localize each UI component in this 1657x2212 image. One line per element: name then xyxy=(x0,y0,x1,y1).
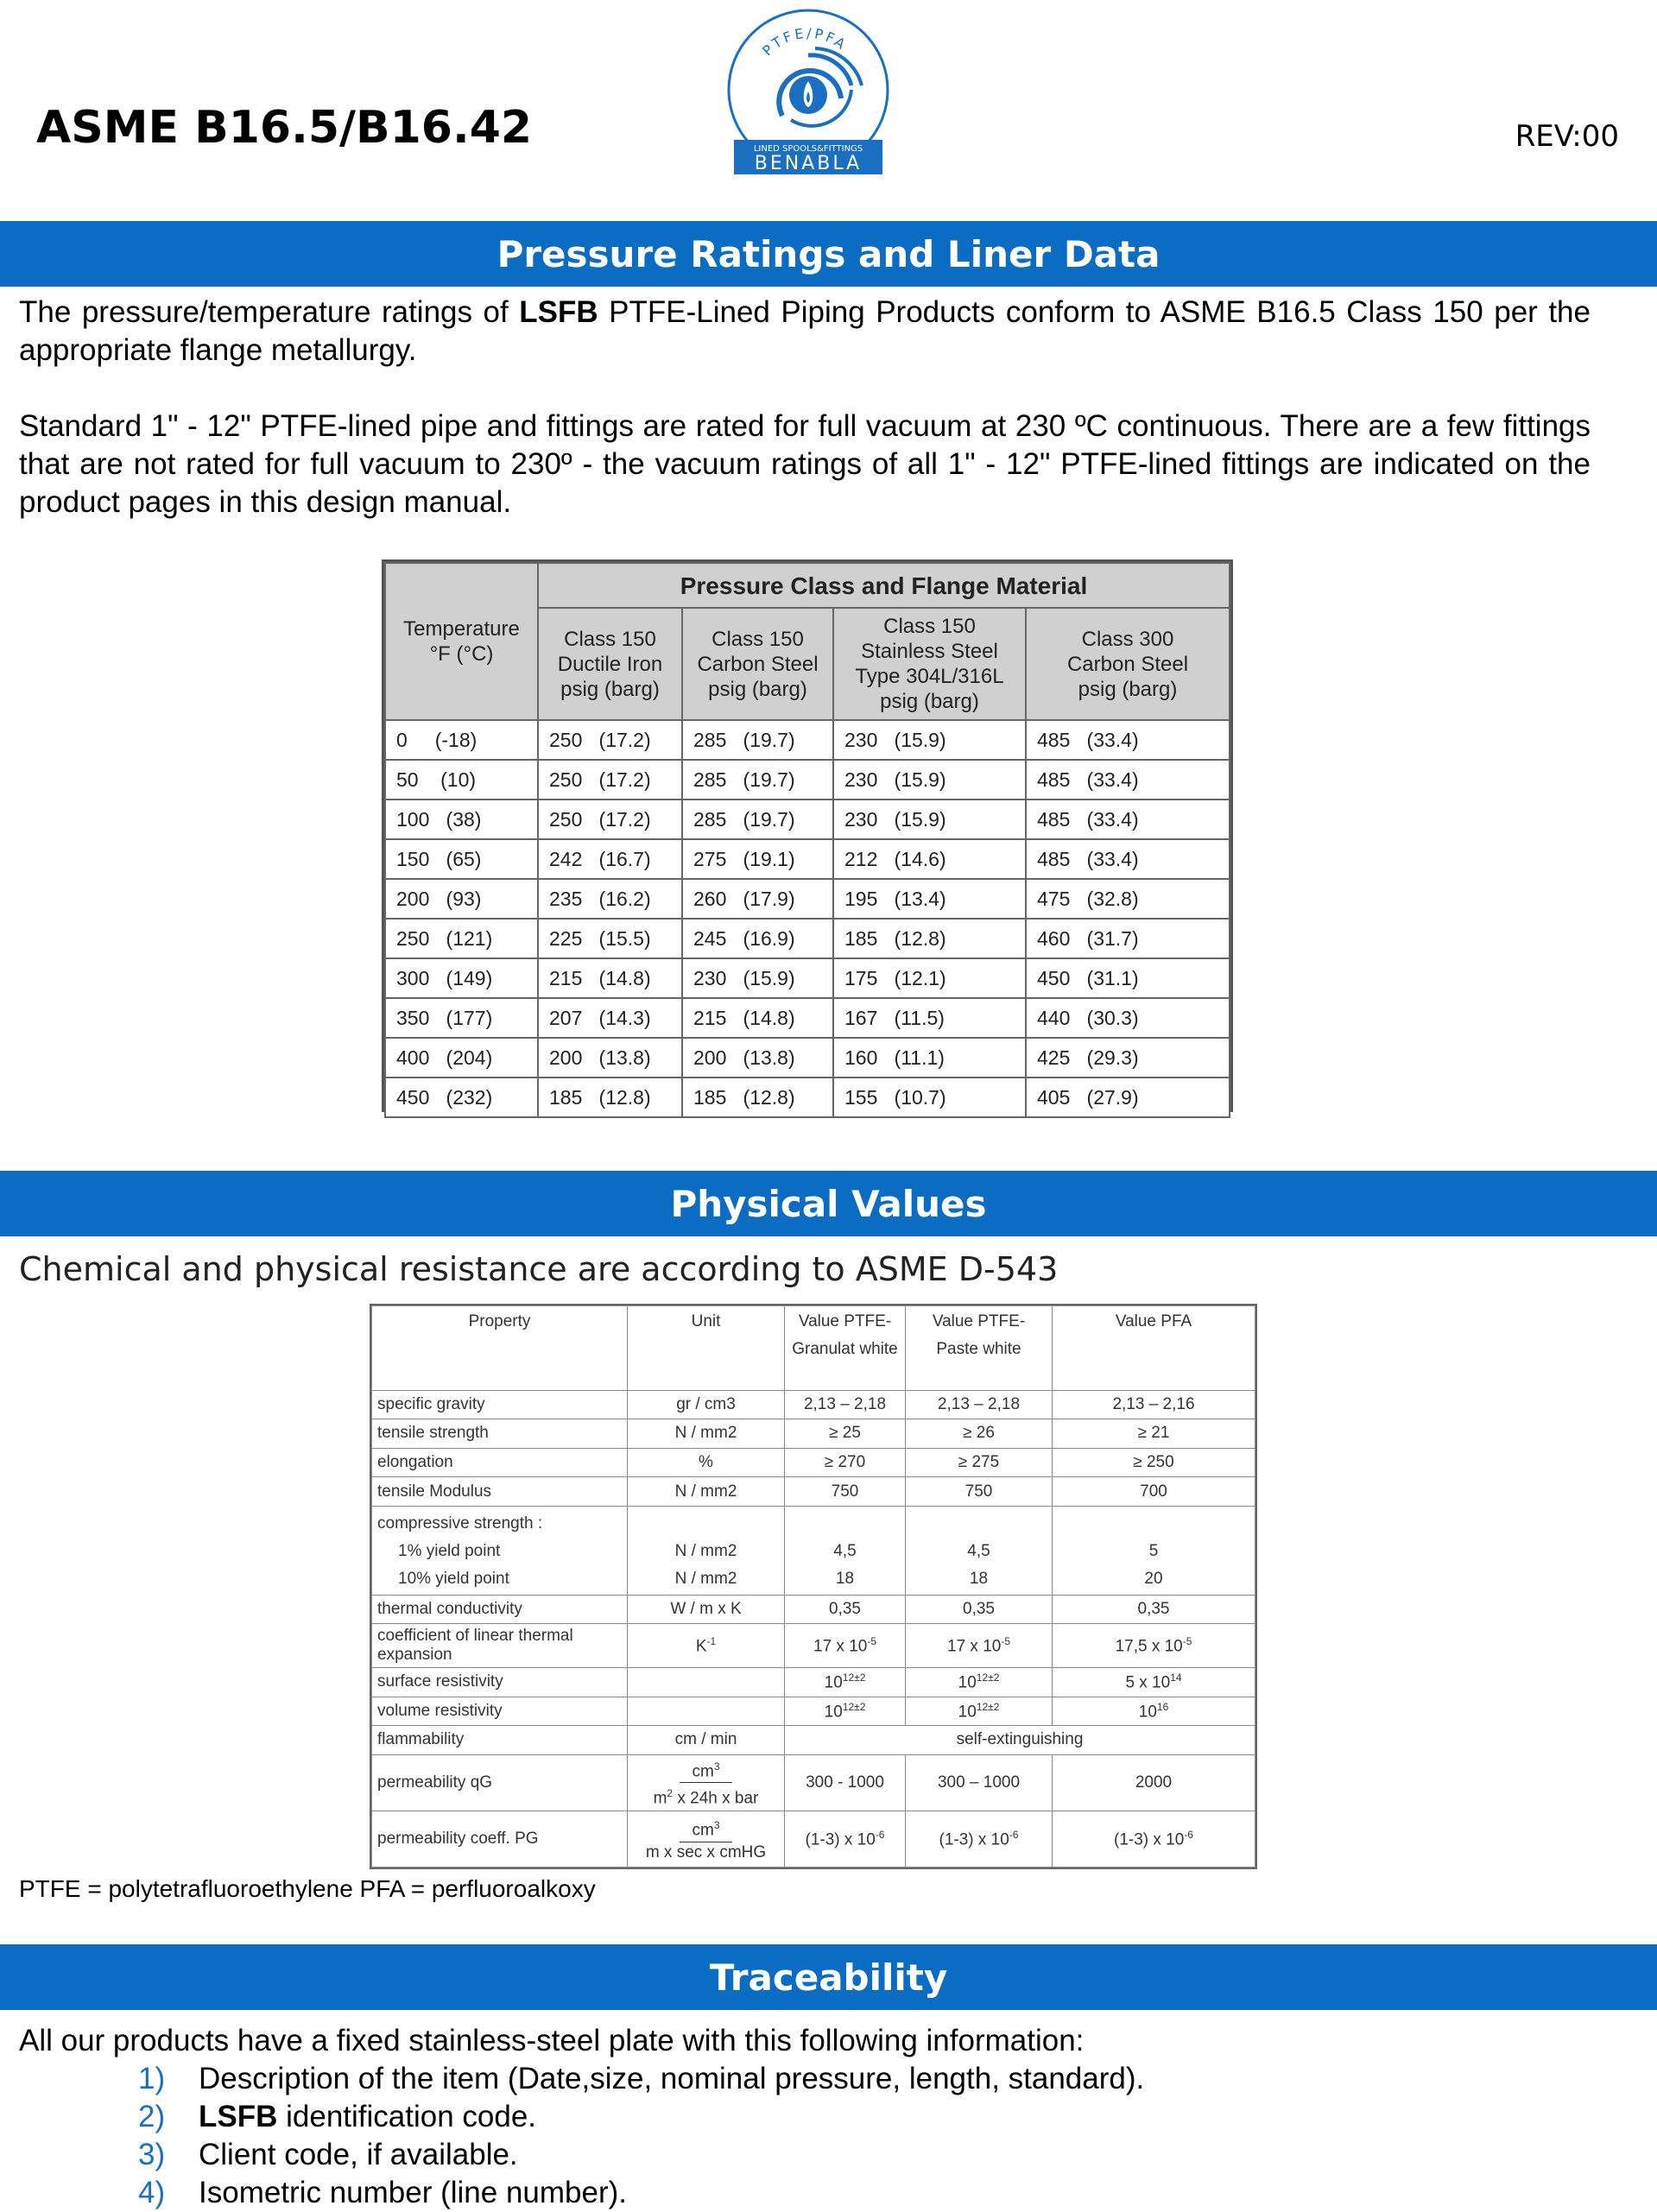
table-cell: 250 (17.2) xyxy=(538,760,682,799)
col-header: Class 150 Stainless Steel Type 304L/316L psig (barg) xyxy=(833,608,1026,720)
section-banner-traceability: Traceability xyxy=(0,1944,1657,2010)
table-cell: 260 (17.9) xyxy=(682,879,833,919)
table-cell: 485 (33.4) xyxy=(1026,839,1230,879)
table-cell: 425 (29.3) xyxy=(1026,1038,1230,1078)
intro-paragraph-2: Standard 1" - 12" PTFE-lined pipe and fittings are rated for full vacuum at 230 ºC continuous. There are a few fittings that are not rated for full vacuum to 230º - the vacuum ratings of all 1" - 12" PTFE-lined fittings are indicated on the product pages in this design manual. xyxy=(19,409,1591,519)
table-cell: 285 (19.7) xyxy=(682,720,833,760)
table-cell: 242 (16.7) xyxy=(538,839,682,879)
table-cell: 212 (14.6) xyxy=(833,839,1026,879)
col-header: Class 150 Carbon Steel psig (barg) xyxy=(682,608,833,720)
table-cell: 250 (17.2) xyxy=(538,799,682,839)
table-cell: 485 (33.4) xyxy=(1026,720,1230,760)
table-cell: 485 (33.4) xyxy=(1026,799,1230,839)
table-row: volume resistivity $10^{12\pm 2}$ $10^{12\pm 2}$ $10^{16}$ xyxy=(372,1697,1255,1726)
physical-values-table xyxy=(370,1304,1257,1869)
table-row xyxy=(385,879,1230,919)
brand-bold: LSFB xyxy=(519,295,598,329)
logo-ribbon-big: BENABLA xyxy=(754,153,863,174)
table-row xyxy=(385,1078,1230,1117)
phys-header: Value PFA xyxy=(1053,1306,1255,1391)
table-row xyxy=(385,760,1230,799)
table-cell: 185 (12.8) xyxy=(538,1078,682,1117)
list-item: 2) LSFB identification code. xyxy=(138,2100,537,2133)
temperature-header: Temperature °F (°C) xyxy=(385,563,538,720)
table-cell: 235 (16.2) xyxy=(538,879,682,919)
table-row xyxy=(385,998,1230,1038)
table-cell: 450 (232) xyxy=(385,1078,538,1117)
table-cell: 230 (15.9) xyxy=(833,760,1026,799)
section-banner-pressure: Pressure Ratings and Liner Data xyxy=(0,221,1657,287)
table-cell: 250 (121) xyxy=(385,919,538,958)
table-cell: 400 (204) xyxy=(385,1038,538,1078)
col-header: Class 300 Carbon Steel psig (barg) xyxy=(1026,608,1230,720)
table-cell: 350 (177) xyxy=(385,998,538,1038)
table-row: elongation % ≥ 270 ≥ 275 ≥ 250 xyxy=(372,1448,1255,1477)
table-cell: 300 (149) xyxy=(385,958,538,998)
table-row: tensile Modulus N / mm2 750 750 700 xyxy=(372,1477,1255,1507)
table-cell: 285 (19.7) xyxy=(682,760,833,799)
table-cell: 200 (13.8) xyxy=(538,1038,682,1078)
phys-header: Property xyxy=(372,1306,628,1391)
table-cell: 215 (14.8) xyxy=(682,998,833,1038)
list-item: 3) Client code, if available. xyxy=(138,2138,518,2171)
table-cell: 245 (16.9) xyxy=(682,919,833,958)
table-row xyxy=(385,839,1230,879)
table-cell: 275 (19.1) xyxy=(682,839,833,879)
pressure-main-header: Pressure Class and Flange Material xyxy=(538,563,1230,608)
table-row xyxy=(385,958,1230,998)
table-cell: 185 (12.8) xyxy=(682,1078,833,1117)
table-cell: 50 (10) xyxy=(385,760,538,799)
logo-arc-text: PTFE/PFA xyxy=(759,24,851,60)
table-row: permeability coeff. PG $\frac{cm^3}{\text{m x sec x cmHG}}$ (1-3) x $10^{-6}$ (1-3) x $10^{-6}$ (1-3) x $10^{-6}$ xyxy=(372,1811,1255,1867)
table-cell: 230 (15.9) xyxy=(682,958,833,998)
table-row: coefficient of linear thermal expansion $K^{-1}$ 17 x $10^{-5}$ 17 x $10^{-5}$ 17,5 x $10^{-5}$ xyxy=(372,1624,1255,1668)
table-row xyxy=(385,799,1230,839)
table-cell: 450 (31.1) xyxy=(1026,958,1230,998)
table-cell: 200 (13.8) xyxy=(682,1038,833,1078)
table-cell: 167 (11.5) xyxy=(833,998,1026,1038)
list-item: 1) Description of the item (Date,size, nominal pressure, length, standard). xyxy=(138,2062,1145,2095)
pressure-table xyxy=(382,559,1233,1112)
table-cell: 175 (12.1) xyxy=(833,958,1026,998)
table-cell: 475 (32.8) xyxy=(1026,879,1230,919)
list-item: 4) Isometric number (line number). xyxy=(138,2176,627,2209)
table-cell: 230 (15.9) xyxy=(833,720,1026,760)
section-banner-physical: Physical Values xyxy=(0,1171,1657,1236)
traceability-intro: All our products have a fixed stainless-steel plate with this following information: xyxy=(19,2024,1085,2057)
table-cell: 207 (14.3) xyxy=(538,998,682,1038)
col-header: Class 150 Ductile Iron psig (barg) xyxy=(538,608,682,720)
table-row: tensile strength N / mm2 ≥ 25 ≥ 26 ≥ 21 xyxy=(372,1419,1255,1449)
table-cell: 225 (15.5) xyxy=(538,919,682,958)
table-cell: 100 (38) xyxy=(385,799,538,839)
table-cell: 230 (15.9) xyxy=(833,799,1026,839)
benabla-logo xyxy=(722,3,895,176)
table-cell: 460 (31.7) xyxy=(1026,919,1230,958)
revision-label: REV:00 xyxy=(1515,119,1619,154)
table-cell: 285 (19.7) xyxy=(682,799,833,839)
phys-header: Unit xyxy=(628,1306,785,1391)
table-cell: 150 (65) xyxy=(385,839,538,879)
glossary-note: PTFE = polytetrafluoroethylene PFA = perfluoroalkoxy xyxy=(19,1875,596,1902)
table-row: compressive strength : 1% yield point 10% yield point N / mm2 N / mm2 4,5 18 4,5 18 5 20 xyxy=(372,1506,1255,1595)
physical-note: Chemical and physical resistance are according to ASME D-543 xyxy=(19,1250,1059,1288)
table-cell: 485 (33.4) xyxy=(1026,760,1230,799)
table-row xyxy=(385,720,1230,760)
table-cell: 0 (-18) xyxy=(385,720,538,760)
table-row: surface resistivity $10^{12\pm 2}$ $10^{12\pm 2}$ 5 x $10^{14}$ xyxy=(372,1668,1255,1697)
table-row: specific gravity gr / cm3 2,13 – 2,18 2,13 – 2,18 2,13 – 2,16 xyxy=(372,1390,1255,1419)
logo-ribbon-small: LINED SPOOLS&FITTINGS xyxy=(753,144,863,154)
table-row xyxy=(385,919,1230,958)
traceability-list xyxy=(138,2060,1144,2212)
table-row: thermal conductivity W / m x K 0,35 0,35 0,35 xyxy=(372,1595,1255,1624)
table-row: permeability qG $\frac{cm^3}{m^2 x 24h x bar}$ 300 - 1000 300 – 1000 2000 xyxy=(372,1754,1255,1811)
document-title: ASME B16.5/B16.42 xyxy=(36,102,533,154)
table-cell: 250 (17.2) xyxy=(538,720,682,760)
table-cell: 215 (14.8) xyxy=(538,958,682,998)
table-cell: 405 (27.9) xyxy=(1026,1078,1230,1117)
table-cell: 200 (93) xyxy=(385,879,538,919)
table-cell: 185 (12.8) xyxy=(833,919,1026,958)
table-cell: 160 (11.1) xyxy=(833,1038,1026,1078)
table-cell: 195 (13.4) xyxy=(833,879,1026,919)
table-row: flammability cm / min self-extinguishing xyxy=(372,1726,1255,1755)
phys-header: Value PTFE- Granulat white xyxy=(785,1306,906,1391)
table-cell: 440 (30.3) xyxy=(1026,998,1230,1038)
table-cell: 155 (10.7) xyxy=(833,1078,1026,1117)
table-row xyxy=(385,1038,1230,1078)
intro-paragraph-1: The pressure/temperature ratings of LSFB PTFE-Lined Piping Products conform to ASME B16.5 Class 150 per the appropriate flange metallurgy. xyxy=(19,295,1591,367)
phys-header: Value PTFE- Paste white xyxy=(906,1306,1053,1391)
